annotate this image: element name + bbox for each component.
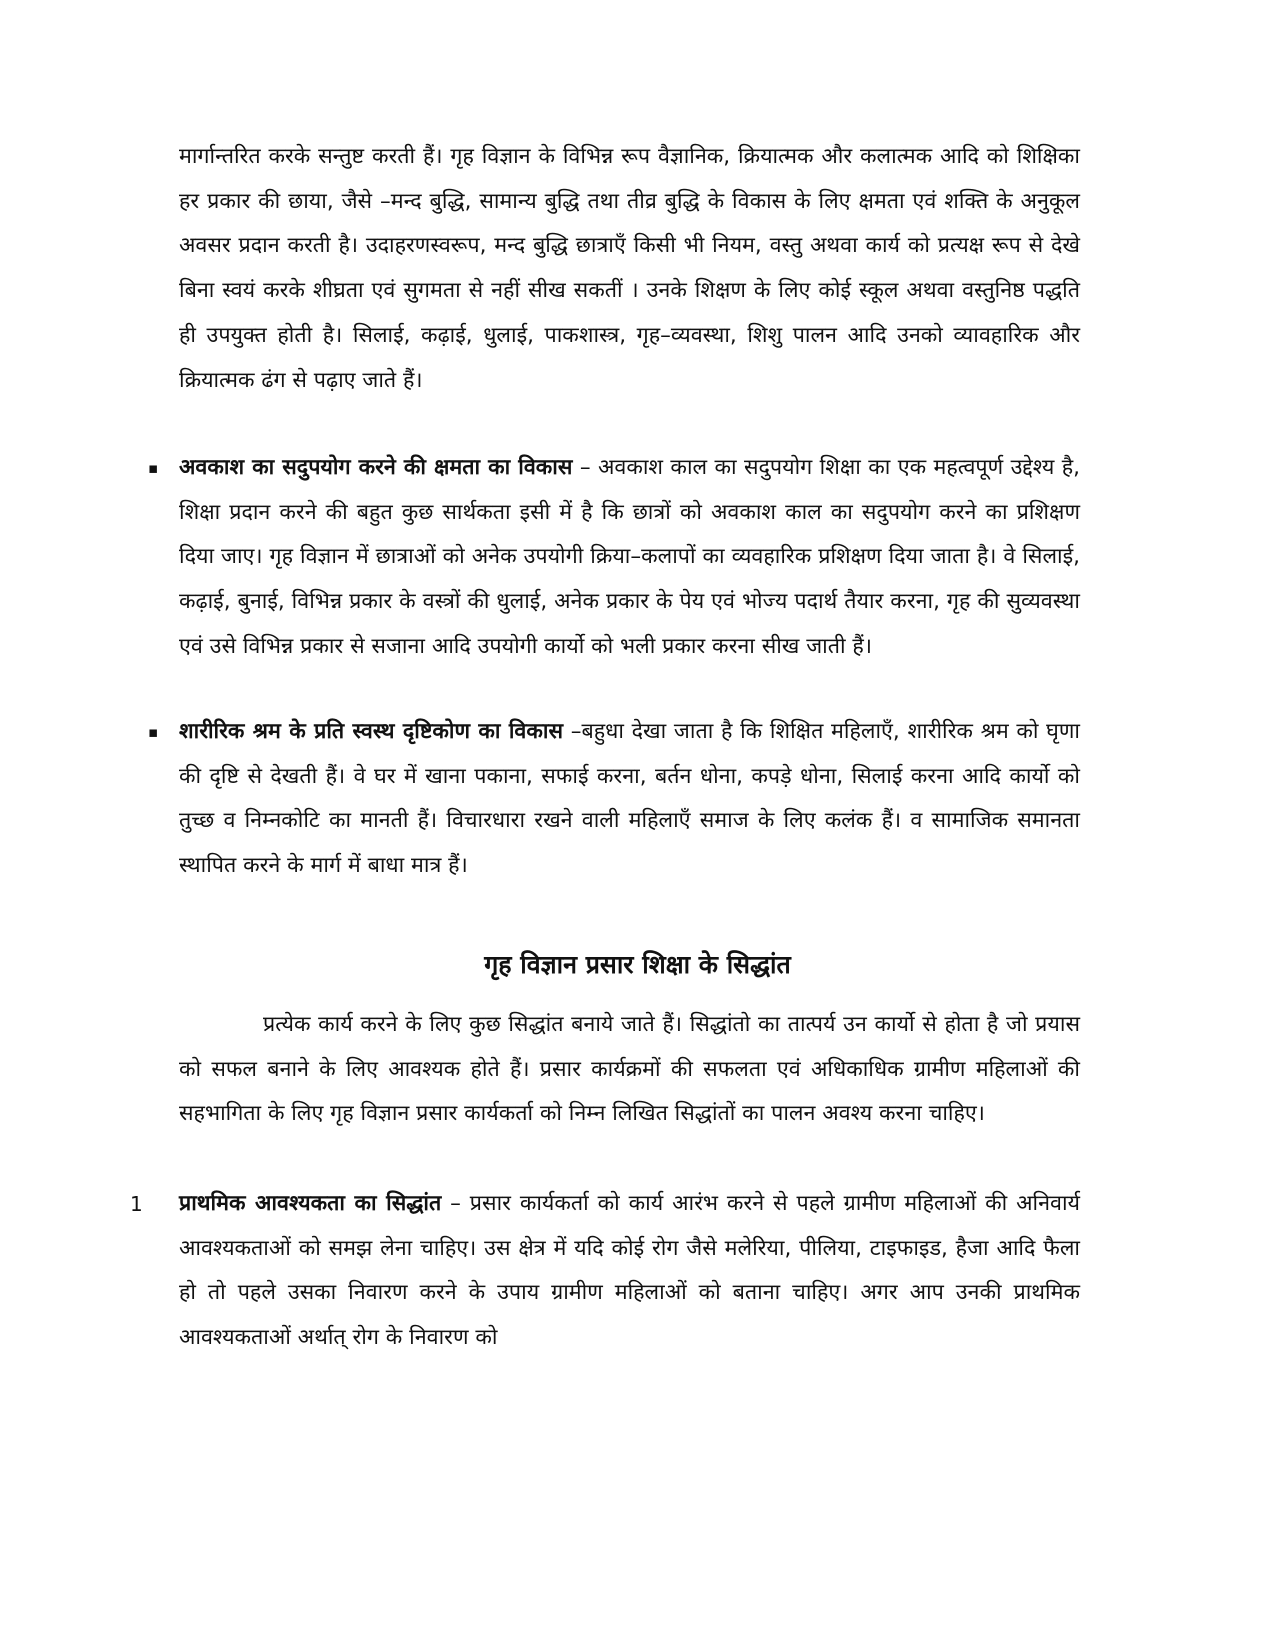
bullet-marker-1: ▪ [148, 459, 159, 477]
section-heading: गृह विज्ञान प्रसार शिक्षा के सिद्धांत [484, 950, 791, 979]
list-number-1: 1 [130, 1192, 143, 1216]
list-item-1-title: प्राथमिक आवश्यकता का सिद्धांत [179, 1191, 442, 1216]
bullet-item-1-title: अवकाश का सदुपयोग करने की क्षमता का विकास [179, 455, 573, 480]
bullet-item-2-text: –बहुधा देखा जाता है कि शिक्षित महिलाएँ, शारीरिक श्रम को घृणा की दृष्टि से देखती हैं। वे घर में खाना पकाना, सफाई करना, बर्तन धोना, कपड़े धोना, सिलाई करना आदि कार्यो को तुच्छ व निम्नकोटि का मानती हैं। विचारधारा रखने वाली महिलाएँ समाज के लिए कलंक हैं। व सामाजिक समानता स्थापित करने के मार्ग में बाधा मात्र हैं। [179, 719, 1080, 879]
bullet-marker-2: ▪ [148, 723, 159, 741]
list-item-1-text: – प्रसार कार्यकर्ता को कार्य आरंभ करने से पहले ग्रामीण महिलाओं की अनिवार्य आवश्यकताओं को समझ लेना चाहिए। उस क्षेत्र में यदि कोई रोग जैसे मलेरिया, पीलिया, टाइफाइड, हैजा आदि फैला हो तो पहले उसका निवारण करने के उपाय ग्रामीण महिलाओं को बताना चाहिए। अगर आप उनकी प्राथमिक आवश्यकताओं अर्थात् रोग के निवारण को [179, 1191, 1080, 1351]
bullet-item-1-text: – अवकाश काल का सदुपयोग शिक्षा का एक महत्वपूर्ण उद्देश्य है, शिक्षा प्रदान करने की बहुत कुछ सार्थकता इसी में है कि छात्रों को अवकाश काल का सदुपयोग करने का प्रशिक्षण दिया जाए। गृह विज्ञान में छात्राओं को अनेक उपयोगी क्रिया–कलापों का व्यवहारिक प्रशिक्षण दिया जाता है। वे सिलाई, कढ़ाई, बुनाई, विभिन्न प्रकार के वस्त्रों की धुलाई, अनेक प्रकार के पेय एवं भोज्य पदार्थ तैयार करना, गृह की सुव्यवस्था एवं उसे विभिन्न प्रकार से सजाना आदि उपयोगी कार्यो को भली प्रकार करना सीख जाती हैं। [179, 455, 1081, 659]
bullet-item-2-title: शारीरिक श्रम के प्रति स्वस्थ दृष्टिकोण का विकास [179, 719, 563, 744]
list-item-1 [179, 1182, 1080, 1361]
paragraph-2: प्रत्येक कार्य करने के लिए कुछ सिद्धांत बनाये जाते हैं। सिद्धांतो का तात्पर्य उन कार्यो से होता है जो प्रयास को सफल बनाने के लिए आवश्यक होते हैं। प्रसार कार्यक्रमों की सफलता एवं अधिकाधिक ग्रामीण महिलाओं की सहभागिता के लिए गृह विज्ञान प्रसार कार्यकर्ता को निम्न लिखित सिद्धांतों का पालन अवश्य करना चाहिए। [179, 1012, 1080, 1127]
bullet-item-1 [179, 446, 1080, 670]
bullet-item-2 [179, 710, 1080, 889]
paragraph-1: मार्गान्तरित करके सन्तुष्ट करती हैं। गृह विज्ञान के विभिन्न रूप वैज्ञानिक, क्रियात्मक और कलात्मक आदि को शिक्षिका हर प्रकार की छाया, जैसे –मन्द बुद्धि, सामान्य बुद्धि तथा तीव्र बुद्धि के विकास के लिए क्षमता एवं शक्ति के अनुकूल अवसर प्रदान करती है। उदाहरणस्वरूप, मन्द बुद्धि छात्राएँ किसी भी नियम, वस्तु अथवा कार्य को प्रत्यक्ष रूप से देखे बिना स्वयं करके शीघ्रता एवं सुगमता से नहीं सीख सकतीं । उनके शिक्षण के लिए कोई स्कूल अथवा वस्तुनिष्ठ पद्धति ही उपयुक्त होती है। सिलाई, कढ़ाई, धुलाई, पाकशास्त्र, गृह–व्यवस्था, शिशु पालन आदि उनको व्यावहारिक और क्रियात्मक ढंग से पढ़ाए जाते हैं। [179, 144, 1080, 393]
